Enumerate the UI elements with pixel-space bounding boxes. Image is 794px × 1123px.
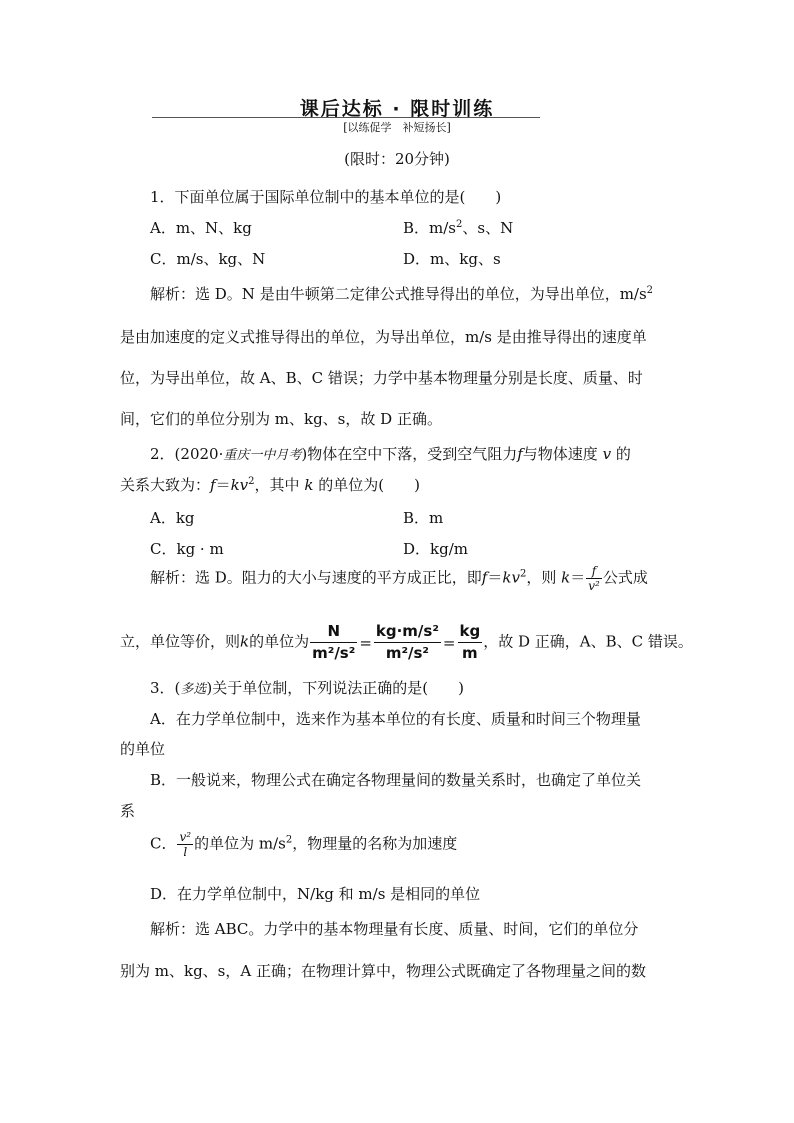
q2-stem-line-2: 关系大致为：$f=kv^2$，其中 k 的单位为( ) [120, 476, 420, 494]
q3-option-d: D．在力学单位制中，N/kg 和 m/s 是相同的单位 [150, 885, 481, 903]
q3-option-b-line-2: 系 [120, 802, 136, 820]
unit-fraction-kg: $\frac{kg}{m}$ [459, 622, 481, 662]
formula-fraction-f-over-v2: $\frac{f}{\text{v²}}$ [588, 564, 600, 593]
q1-option-b: B．$m/s^2$、s、N [403, 219, 514, 237]
q3-option-a-line-2: 的单位 [120, 740, 166, 758]
q1-answer-line-2: 是由加速度的定义式推导得出的单位，为导出单位，m/s 是由推导得出的速度单 [120, 328, 647, 346]
q3-option-c: C． $\frac{\text{v²}}{l}$ 的单位为 $m/s^2$，物理量的名称为加速度 [150, 830, 458, 859]
time-limit: (限时：20分钟) [344, 150, 450, 168]
title-rule [152, 117, 540, 118]
q3-option-a-line-1: A．在力学单位制中，选来作为基本单位的有长度、质量和时间三个物理量 [150, 710, 641, 728]
q3-answer-line-1: 解析：选 ABC。力学中的基本物理量有长度、质量、时间，它们的单位分 [150, 920, 639, 938]
q1-option-d: D．m、kg、s [403, 250, 501, 268]
q2-stem-line-1: 2．(2020·重庆一中月考)物体在空中下落，受到空气阻力f与物体速度 v 的 [150, 445, 631, 463]
q3-answer-line-2: 别为 m、kg、s，A 正确；在物理计算中，物理公式既确定了各物理量之间的数 [120, 962, 646, 980]
q2-option-b: B．m [403, 509, 444, 527]
q1-answer-line-3: 位，为导出单位，故 A、B、C 错误；力学中基本物理量分别是长度、质量、时 [120, 369, 643, 387]
q2-answer-line-1: 解析：选 D。阻力的大小与速度的平方成正比，即$f=kv^2$，则 k＝ $\frac{f}{\text{v²}}$ 公式成 [150, 564, 648, 593]
unit-fraction-n: $\frac{N}{\text{m²/s²}}$ [312, 622, 356, 662]
q2-option-d: D．kg/m [403, 540, 468, 558]
q3-option-b-line-1: B．一般说来，物理公式在确定各物理量间的数量关系时，也确定了单位关 [150, 771, 642, 789]
section-title: 课后达标 · 限时训练 [299, 98, 495, 120]
q2-option-a: A．kg [150, 509, 195, 527]
q3-stem: 3．(多选)关于单位制，下列说法正确的是( ) [150, 679, 464, 697]
unit-fraction-kgm: $\frac{\text{kg·m/s²}}{\text{m²/s²}}$ [375, 622, 439, 662]
q1-answer-line-1: 解析：选 D。N 是由牛顿第二定律公式推导得出的单位，为导出单位，$m/s^2$ [150, 285, 654, 303]
q1-answer-line-4: 间，它们的单位分别为 m、kg、s，故 D 正确。 [120, 410, 442, 428]
q2-answer-line-2: 立，单位等价，则k的单位为 $\frac{N}{\text{m²/s²}}$ = $\frac{\text{kg·m/s²}}{\text{m²/s²}}$ = $\frac{kg}{m}$ ，故 D 正确，A、B、C 错误。 [120, 622, 693, 662]
formula-fraction-v2-over-l: $\frac{\text{v²}}{l}$ [179, 830, 192, 859]
q1-option-a: A．m、N、kg [150, 219, 252, 237]
q1-option-c: C．m/s、kg、N [150, 250, 266, 268]
q2-option-c: C．kg · m [150, 540, 224, 558]
section-subtitle: [以练促学 补短扬长] [343, 121, 451, 134]
q1-stem: 1．下面单位属于国际单位制中的基本单位的是( ) [150, 188, 502, 206]
